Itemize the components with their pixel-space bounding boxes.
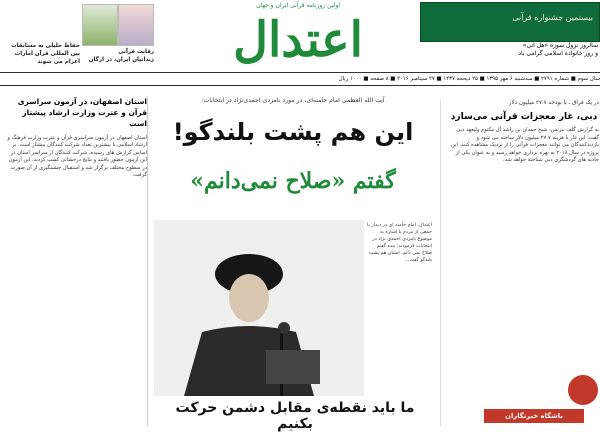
main-kicker: آیت الله العظمی امام خامنه‌ای، در مورد نامزدی احمدی‌نژاد در انتخابات: xyxy=(201,97,385,104)
top-right-text xyxy=(420,42,598,58)
left-column-article xyxy=(2,96,148,426)
tagline: اولین روزنامه قرآنی ایران و جهان xyxy=(256,2,340,9)
banner xyxy=(420,2,600,42)
right-kicker: در یک فراق ـ با بودجه ۲۷.۷ میلیون دلار xyxy=(508,100,599,106)
watermark xyxy=(484,375,600,430)
thumb-caption-4: بین المللی قرآن امارات xyxy=(14,51,80,57)
right-article-headline: دبی، غار معجزات قرآنی می‌سازد xyxy=(450,112,598,123)
thumb-caption-3: حفاظ خلیلی به مسابقات xyxy=(11,43,80,49)
masthead xyxy=(178,0,418,72)
thumb-image-quran xyxy=(82,4,118,46)
main-photo xyxy=(154,220,364,396)
top-right-line: و روز خانواده اسلامی گرامی باد xyxy=(518,50,598,57)
bottom-headline: ما باید نقطه‌ی مقابل دشمن حرکت بکنیم xyxy=(175,400,415,432)
dateline: سال سوم ■ شماره ۲۷۹۱ ■ سه‌شنبه ۶ مهر ۱۳۹۵ ■ ۲۵ ذیحجه ۱۴۳۷ ■ ۲۷ سپتامبر ۲۰۱۶ ■ ۸ صفحه ■ ۱۰۰۰ ریال xyxy=(0,72,600,86)
top-right-line: سالروز نزول سوره «هل اتی» xyxy=(522,42,598,49)
main-headline: این هم پشت بلندگو! xyxy=(172,118,414,146)
banner-text: بیستمین جشنواره قرآنی xyxy=(512,13,593,22)
club-logo-icon xyxy=(568,375,598,405)
masthead-thumbnails xyxy=(0,0,170,70)
thumb-image-girl xyxy=(118,4,154,46)
newspaper-logo: اعتدال xyxy=(233,12,363,68)
thumb-caption-2: زندانیان ایران، در ارگان xyxy=(88,57,154,63)
leader-photo-illustration xyxy=(154,220,364,396)
photo-side-text: اعتدال. امام خامنه ای در دیدار با جمعی از مردم با اشاره به موضوع نامزدی احمدی نژاد در انتخابات فرمودند: بنده گفتم صلاح نمی دانم. ایشان هم پشت بلندگو گفت... xyxy=(367,223,432,263)
watermark-text: باشگاه خبرنگاران xyxy=(484,409,584,423)
left-article-body: استان اصفهان در آزمون سراسری قرآن و عترت وزارت فرهنگ و ارشاد اسلامی با بیشترین تعداد شرکت کنندگان پیشتاز است. بر اساس گزارش های رسیده، شرکت کنندگان از سراسر استان در این آزمون حضور یافتند و نتایج درخشانی کسب کردند. این آزمون در سطوح مختلف برگزار شد و استقبال چشمگیری از آن صورت گرفت. xyxy=(7,135,147,179)
thumb-caption-1: رقابت قرآنی xyxy=(118,49,154,55)
main-subheadline: گفتم «صلاح نمی‌دانم» xyxy=(190,168,396,194)
thumb-caption-5: اعزام می شوند xyxy=(37,59,80,65)
left-article-headline: استان اصفهان، در آزمون سراسری قرآن و عترت وزارت ارشاد پیشتاز است xyxy=(17,97,147,128)
right-article-body: به گزارش گلف بیزنس، شیخ حمدان بن راشد آل مکتوم ولیعهد دبی گفت: این غار با هزینه ۲۷.۷ میلیون دلار ساخته می شود و بازدیدکنندگان می توانند معجزات قرآنی را از نزدیک مشاهده کنند. این پروژه در سال ۲۰۱۸ به بهره برداری خواهد رسید و به عنوان یکی از جاذبه های گردشگری دبی شناخته خواهد شد. xyxy=(450,127,599,164)
